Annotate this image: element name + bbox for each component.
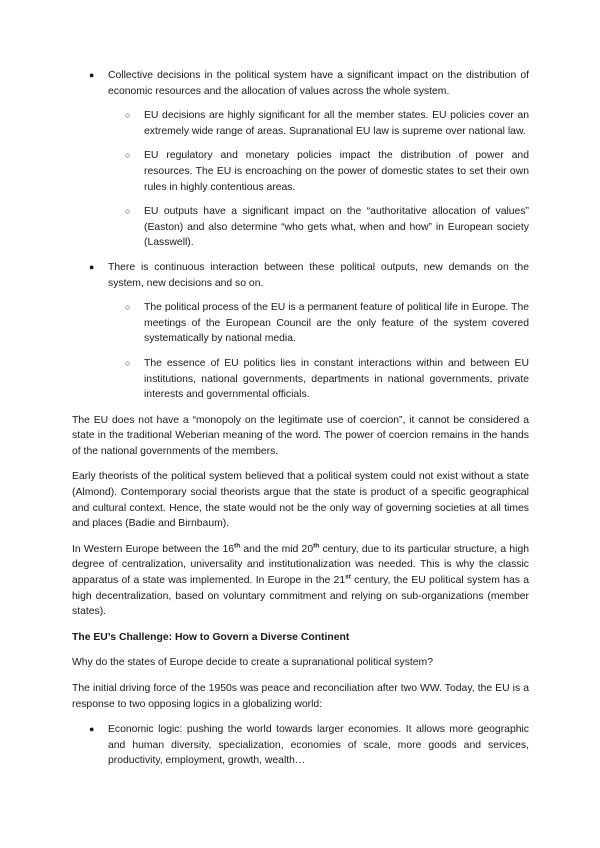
bullet-text: Economic logic: pushing the world towards larger economies. It allows more geographic and human diversity, specialization, economies of scale, more goods and services, productivity, employment, growth, wealth… [108, 724, 529, 767]
sub-bullet-marker: ○ [125, 357, 131, 368]
ordinal-suffix: st [345, 573, 351, 581]
text-run: century, the EU political system has a high decentralization, based on voluntary commitment and relying on sub-organizations (member states). [72, 575, 529, 618]
ordinal-suffix: th [234, 542, 241, 550]
paragraph-western-europe [72, 542, 529, 620]
sub-bullet-item [72, 108, 529, 139]
bullet-text: Collective decisions in the political system have a significant impact on the distribution of economic resources and the allocation of values across the whole system. [108, 70, 529, 97]
sub-bullet-item [72, 204, 529, 251]
sub-bullet-text: The essence of EU politics lies in constant interactions within and between EU institutions, national governments, departments in national governments, private interests and governmental officials. [144, 357, 529, 401]
sub-bullet-marker: ○ [125, 206, 131, 217]
bullet-text: There is continuous interaction between these political outputs, new demands on the system, new decisions and so on. [108, 261, 529, 289]
sub-bullet-text: The political process of the EU is a permanent feature of political life in Europe. The meetings of the European Council are the only feature of the system covered systematically by national media. [144, 302, 529, 345]
bullet-marker: ● [89, 724, 95, 735]
bullet-marker: ● [89, 70, 95, 80]
paragraph-theorists: Early theorists of the political system believed that a political system could not exist without a state (Almond). Contemporary social theorists argue that the state is product of a specific geographical and cultural context. Hence, the state would not be the only way of governing societies at all times and places (Badie and Birnbaum). [72, 471, 529, 530]
sub-bullet-item [72, 148, 529, 195]
ordinal-suffix: th [313, 542, 320, 550]
bullet-item [72, 68, 529, 99]
bullet-marker: ● [89, 261, 95, 272]
sub-bullet-text: EU decisions are highly significant for all the member states. EU policies cover an extremely wide range of areas. Supranational EU law is supreme over national law. [144, 110, 529, 137]
section-heading: The EU’s Challenge: How to Govern a Diverse Continent [72, 631, 350, 643]
sub-bullet-text: EU regulatory and monetary policies impact the distribution of power and resources. The EU is encroaching on the power of domestic states to set their own rules in highly contentious areas. [144, 150, 529, 193]
text-run: century, due to its particular structure, a high degree of centralization, universality and institutionalization was needed. This is why the classic apparatus of a state was implemented. In Europe in the 21 [72, 543, 529, 587]
sub-bullet-text: EU outputs have a significant impact on the “authoritative allocation of values” (Easton) and also determine “who gets what, when and how” in European society (Lasswell). [144, 206, 529, 249]
bullet-item [72, 260, 529, 291]
paragraph-question: Why do the states of Europe decide to create a supranational political system? [72, 657, 433, 669]
bullet-item [72, 722, 529, 769]
sub-bullet-item [72, 356, 529, 403]
sub-bullet-item [72, 300, 529, 347]
text-run: and the mid 20 [240, 543, 314, 555]
sub-bullet-marker: ○ [125, 302, 131, 313]
paragraph-driving-force: The initial driving force of the 1950s was peace and reconciliation after two WW. Today, the EU is a response to two opposing logics in a globalizing world: [72, 683, 529, 710]
text-run: In Western Europe between the 16 [72, 543, 235, 555]
sub-bullet-marker: ○ [125, 150, 131, 161]
document-body [72, 68, 529, 778]
sub-bullet-marker: ○ [125, 110, 131, 121]
paragraph-coercion: The EU does not have a “monopoly on the legitimate use of coercion”, it cannot be considered a state in the traditional Weberian meaning of the word. The power of coercion remains in the hands of the national governments of the members. [72, 414, 529, 457]
